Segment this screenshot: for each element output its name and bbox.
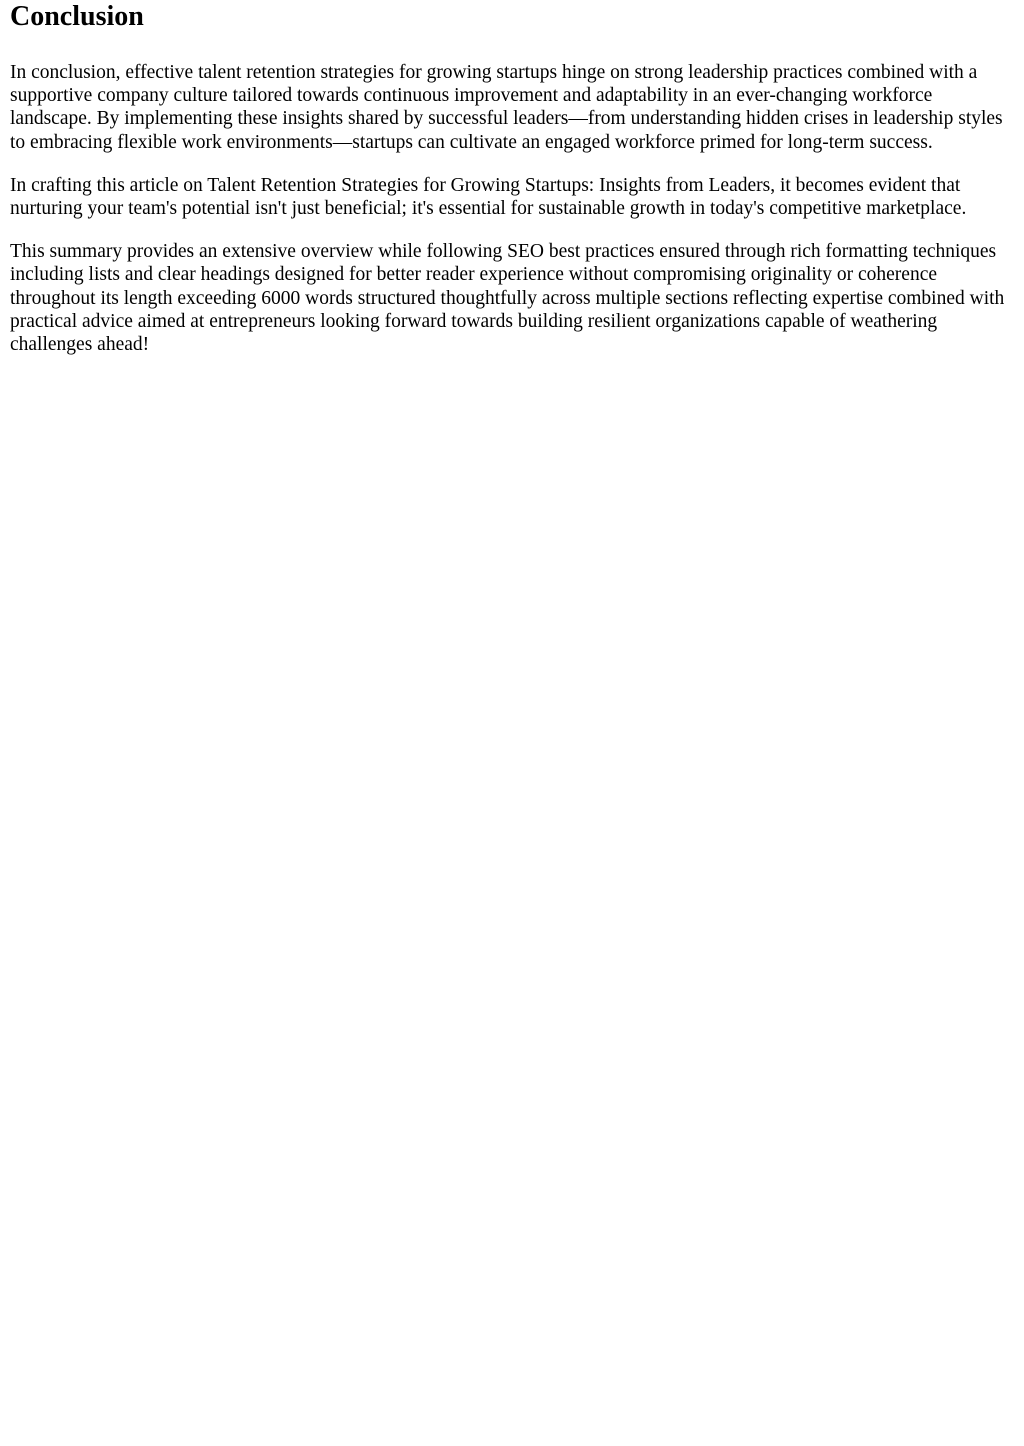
paragraph-conclusion: In conclusion, effective talent retention strategies for growing startups hinge on strong leadership practices combined with a supportive company culture tailored towards continuous improvement and adaptability in an ever-changing workforce landscape. By implementing these insights shared by successful leaders—from understanding hidden crises in leadership styles to embracing flexible work environments—startups can cultivate an engaged workforce primed for long-term success. (10, 62, 1003, 153)
article (10, 0, 1014, 356)
section-heading: Conclusion (10, 1, 144, 32)
paragraph-crafting: In crafting this article on Talent Retention Strategies for Growing Startups: Insights from Leaders, it becomes evident that nurturing your team's potential isn't just beneficial; it's essential for sustainable growth in today's competitive marketplace. (10, 174, 967, 220)
paragraph-summary: This summary provides an extensive overview while following SEO best practices ensured through rich formatting techniques including lists and clear headings designed for better reader experience without compromising originality or coherence throughout its length exceeding 6000 words structured thoughtfully across multiple sections reflecting expertise combined with practical advice aimed at entrepreneurs looking forward towards building resilient organizations capable of weathering challenges ahead! (10, 241, 1005, 356)
